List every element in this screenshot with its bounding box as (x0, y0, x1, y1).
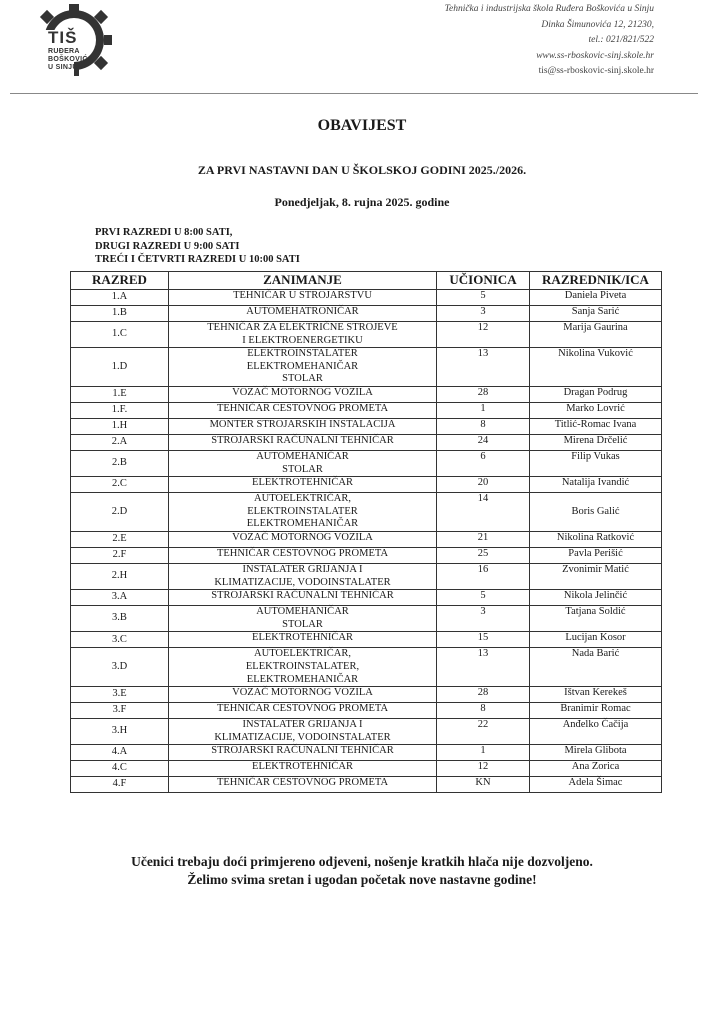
table-row (71, 648, 662, 687)
footer-notice (0, 853, 724, 889)
cell-zanimanje (169, 761, 437, 777)
cell-razrednik: Ištvan Kerekeš (530, 687, 662, 703)
cell-razrednik: Branimir Romac (530, 703, 662, 719)
table-header-row (71, 272, 662, 290)
occupation-line: ELEKTROMEHANIČAR (246, 673, 359, 685)
cell-razred: 2.A (71, 434, 169, 450)
cell-razrednik: Tatjana Soldić (530, 606, 662, 632)
cell-zanimanje (169, 703, 437, 719)
cell-razrednik: Daniela Piveta (530, 290, 662, 306)
table-row (71, 306, 662, 322)
cell-zanimanje (169, 402, 437, 418)
document-title: OBAVIJEST (317, 117, 407, 134)
cell-razrednik: Adela Šimac (530, 777, 662, 793)
cell-ucionica: 8 (437, 703, 530, 719)
occupation-line: TEHNIČAR U STROJARSTVU (233, 290, 372, 301)
cell-razred: 1.C (71, 322, 169, 348)
table-body (71, 290, 662, 793)
cell-ucionica: 28 (437, 386, 530, 402)
cell-zanimanje (169, 590, 437, 606)
occupation-line: ELEKTROINSTALATER, (245, 660, 360, 672)
school-website[interactable]: www.ss-rboskovic-sinj.skole.hr (536, 50, 654, 61)
cell-ucionica: 6 (437, 450, 530, 476)
occupation-line: STOLAR (282, 373, 323, 385)
cell-ucionica: 28 (437, 687, 530, 703)
cell-ucionica: 16 (437, 563, 530, 589)
table-row (71, 590, 662, 606)
cell-zanimanje (169, 290, 437, 306)
occupation-line: ELEKTROMEHANIČAR (246, 360, 359, 372)
cell-razrednik: Nikolina Vuković (530, 348, 662, 387)
cell-ucionica: 3 (437, 606, 530, 632)
cell-razrednik: Anđelko Čačija (530, 719, 662, 745)
cell-razrednik: Sanja Sarić (530, 306, 662, 322)
column-header-razrednik: RAZREDNIK/ICA (530, 272, 662, 290)
occupation-line: TEHNIČAR CESTOVNOG PROMETA (216, 703, 389, 715)
cell-razred: 4.F (71, 777, 169, 793)
table-row (71, 434, 662, 450)
cell-zanimanje (169, 606, 437, 632)
cell-zanimanje (169, 531, 437, 547)
cell-razrednik: Marko Lovrić (530, 402, 662, 418)
cell-razrednik: Nada Barić (530, 648, 662, 687)
occupation-line: MONTER STROJARSKIH INSTALACIJA (209, 418, 396, 430)
school-contact-block (445, 2, 654, 80)
cell-razrednik: Nikola Jelinčić (530, 590, 662, 606)
table-row (71, 777, 662, 793)
cell-zanimanje (169, 648, 437, 687)
cell-razred: 3.H (71, 719, 169, 745)
cell-ucionica: 20 (437, 477, 530, 493)
cell-razrednik: Ana Zorica (530, 761, 662, 777)
cell-razrednik: Pavla Perišić (530, 547, 662, 563)
cell-razred: 1.E (71, 386, 169, 402)
cell-razred: 1.F. (71, 402, 169, 418)
cell-ucionica: 5 (437, 290, 530, 306)
table-row (71, 402, 662, 418)
table-row (71, 322, 662, 348)
occupation-line: TEHNIČAR CESTOVNOG PROMETA (216, 547, 389, 559)
logo-line: U SINJU (48, 64, 78, 71)
cell-razred: 2.B (71, 450, 169, 476)
cell-razrednik: Mirena Drčelić (530, 434, 662, 450)
cell-zanimanje (169, 493, 437, 532)
occupation-line: ELEKTROINSTALATER (247, 505, 358, 517)
table-row (71, 477, 662, 493)
start-time-line: PRVI RAZREDI U 8:00 SATI, (95, 227, 233, 238)
cell-razred: 3.C (71, 632, 169, 648)
cell-ucionica: 1 (437, 402, 530, 418)
occupation-line: TEHNIČAR ZA ELEKTRIČNE STROJEVE (207, 322, 398, 333)
school-phone: tel.: 021/821/522 (588, 35, 654, 45)
occupation-line: STOLAR (282, 463, 323, 475)
table-row (71, 348, 662, 387)
table-row (71, 450, 662, 476)
table-row (71, 745, 662, 761)
table-row (71, 606, 662, 632)
cell-zanimanje (169, 719, 437, 745)
cell-razred: 1.A (71, 290, 169, 306)
occupation-line: AUTOELEKTRIČAR, (254, 648, 351, 660)
occupation-line: AUTOMEHANIČAR (256, 450, 349, 462)
occupation-line: INSTALATER GRIJANJA I (242, 563, 363, 575)
cell-razred: 3.A (71, 590, 169, 606)
occupation-line: ELEKTROTEHNIČAR (252, 477, 353, 489)
cell-ucionica: 5 (437, 590, 530, 606)
occupation-line: STROJARSKI RAČUNALNI TEHNIČAR (211, 590, 394, 602)
cell-ucionica: 22 (437, 719, 530, 745)
column-header-razred: RAZRED (71, 272, 169, 290)
cell-ucionica: 12 (437, 761, 530, 777)
cell-razred: 3.F (71, 703, 169, 719)
cell-razrednik: Nikolina Ratković (530, 531, 662, 547)
cell-razred: 3.B (71, 606, 169, 632)
cell-zanimanje (169, 777, 437, 793)
occupation-line: AUTOMEHATRONIČAR (246, 306, 359, 317)
cell-razred: 1.H (71, 418, 169, 434)
dress-code-notice: Učenici trebaju doći primjereno odjeveni, nošenje kratkih hlača nije dozvoljeno. (131, 854, 593, 869)
cell-razrednik: Marija Gaurina (530, 322, 662, 348)
table-row (71, 632, 662, 648)
cell-razred: 4.C (71, 761, 169, 777)
table-row (71, 418, 662, 434)
cell-razrednik: Dragan Podrug (530, 386, 662, 402)
cell-razred: 2.H (71, 563, 169, 589)
occupation-line: STROJARSKI RAČUNALNI TEHNIČAR (211, 434, 394, 446)
occupation-line: ELEKTROTEHNIČAR (252, 632, 353, 644)
cell-razrednik: Lucijan Kosor (530, 632, 662, 648)
cell-zanimanje (169, 687, 437, 703)
cell-ucionica: 8 (437, 418, 530, 434)
document-subtitle: ZA PRVI NASTAVNI DAN U ŠKOLSKOJ GODINI 2025./2026. (197, 163, 527, 177)
cell-ucionica: 1 (437, 745, 530, 761)
cell-zanimanje (169, 348, 437, 387)
occupation-line: VOZAČ MOTORNOG VOZILA (232, 386, 373, 398)
occupation-line: ELEKTROMEHANIČAR (246, 518, 359, 530)
school-logo (22, 2, 114, 82)
school-name: Tehnička i industrijska škola Ruđera Boškovića u Sinju (444, 4, 654, 14)
cell-razred: 3.E (71, 687, 169, 703)
cell-ucionica: 3 (437, 306, 530, 322)
cell-razred: 3.D (71, 648, 169, 687)
cell-zanimanje (169, 563, 437, 589)
cell-zanimanje (169, 450, 437, 476)
table-row (71, 687, 662, 703)
header-divider (10, 93, 698, 94)
cell-zanimanje (169, 434, 437, 450)
cell-razrednik: Filip Vukas (530, 450, 662, 476)
occupation-line: KLIMATIZACIJE, VODOINSTALATER (214, 731, 391, 743)
cell-razred: 1.D (71, 348, 169, 387)
cell-ucionica: 14 (437, 493, 530, 532)
table-row (71, 547, 662, 563)
table-row (71, 290, 662, 306)
table-row (71, 719, 662, 745)
start-times (95, 226, 300, 267)
cell-razred: 2.C (71, 477, 169, 493)
occupation-line: VOZAČ MOTORNOG VOZILA (232, 531, 373, 543)
cell-razred: 1.B (71, 306, 169, 322)
table-row (71, 761, 662, 777)
cell-razrednik: Mirela Glibota (530, 745, 662, 761)
cell-ucionica: 24 (437, 434, 530, 450)
occupation-line: INSTALATER GRIJANJA I (242, 719, 363, 731)
cell-razred: 2.F (71, 547, 169, 563)
cell-razred: 2.E (71, 531, 169, 547)
occupation-line: TEHNIČAR CESTOVNOG PROMETA (216, 777, 389, 789)
logo-line: RUĐERA (48, 48, 80, 55)
occupation-line: KLIMATIZACIJE, VODOINSTALATER (214, 576, 391, 588)
cell-ucionica: 13 (437, 348, 530, 387)
occupation-line: I ELEKTROENERGETIKU (242, 334, 363, 346)
occupation-line: VOZAČ MOTORNOG VOZILA (232, 687, 373, 699)
cell-zanimanje (169, 745, 437, 761)
cell-ucionica: 25 (437, 547, 530, 563)
occupation-line: ELEKTROINSTALATER (247, 348, 358, 360)
table-row (71, 493, 662, 532)
table-row (71, 386, 662, 402)
column-header-ucionica: UČIONICA (437, 272, 530, 290)
cell-razrednik: Boris Galić (530, 493, 662, 532)
school-email[interactable]: tis@ss-rboskovic-sinj.skole.hr (538, 66, 654, 76)
cell-zanimanje (169, 477, 437, 493)
occupation-line: ELEKTROTEHNIČAR (252, 761, 353, 773)
occupation-line: STROJARSKI RAČUNALNI TEHNIČAR (211, 745, 394, 757)
occupation-line: TEHNIČAR CESTOVNOG PROMETA (216, 402, 389, 414)
cell-razrednik: Titlić-Romac Ivana (530, 418, 662, 434)
logo-line: BOŠKOVIĆA (48, 56, 94, 63)
cell-razrednik: Zvonimir Matić (530, 563, 662, 589)
cell-ucionica: 15 (437, 632, 530, 648)
class-schedule-table (70, 271, 662, 793)
occupation-line: AUTOMEHANIČAR (256, 606, 349, 618)
occupation-line: STOLAR (282, 618, 323, 630)
document-date: Ponedjeljak, 8. rujna 2025. godine (274, 195, 450, 209)
cell-ucionica: KN (437, 777, 530, 793)
table-row (71, 563, 662, 589)
column-header-zanimanje: ZANIMANJE (169, 272, 437, 290)
cell-zanimanje (169, 322, 437, 348)
logo-abbreviation: TIŠ (48, 28, 78, 47)
school-address: Dinka Šimunovića 12, 21230, (541, 19, 654, 30)
cell-ucionica: 12 (437, 322, 530, 348)
start-time-line: DRUGI RAZREDI U 9:00 SATI (95, 240, 240, 252)
cell-razrednik: Natalija Ivandić (530, 477, 662, 493)
cell-razred: 4.A (71, 745, 169, 761)
occupation-line: AUTOELEKTRIČAR, (254, 493, 351, 505)
cell-zanimanje (169, 632, 437, 648)
cell-zanimanje (169, 386, 437, 402)
cell-ucionica: 21 (437, 531, 530, 547)
cell-zanimanje (169, 418, 437, 434)
start-time-line: TREĆI I ČETVRTI RAZREDI U 10:00 SATI (95, 254, 300, 265)
cell-razred: 2.D (71, 493, 169, 532)
cell-ucionica: 13 (437, 648, 530, 687)
cell-zanimanje (169, 306, 437, 322)
table-row (71, 703, 662, 719)
cell-zanimanje (169, 547, 437, 563)
greeting-notice: Želimo svima sretan i ugodan početak nove nastavne godine! (187, 872, 537, 887)
table-row (71, 531, 662, 547)
